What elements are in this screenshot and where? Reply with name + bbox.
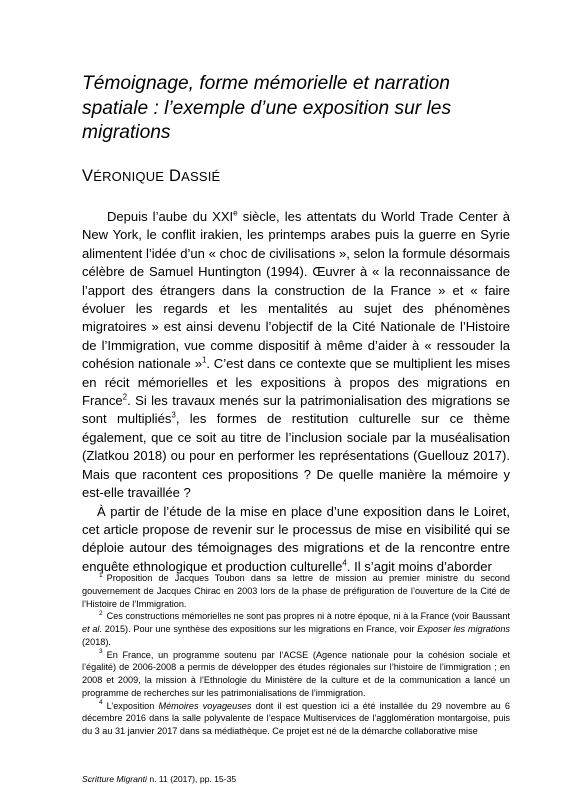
article-title: Témoignage, forme mémorielle et narration spatiale : l’exemple d’une exposition sur les migrations — [82, 73, 452, 143]
citation: n. 11 (2017), pp. 15-35 — [146, 774, 237, 784]
superscript: 1 — [201, 355, 207, 365]
footnote-number: 4 — [99, 699, 103, 707]
italic-text: Mémoires voyageuses — [158, 700, 252, 711]
footnote-number: 3 — [99, 648, 103, 656]
footnote-text: Proposition de Jacques Toubon dans sa lettre de mission au premier ministre du second gouvernement de Jacques Chirac en 2003 lors de la phase de préfiguration de l’ouverture de la Cité de l’Histoire de l’Immigration. — [82, 573, 510, 609]
italic-text: Exposer les migrations — [417, 624, 510, 634]
superscript: 4 — [342, 558, 347, 568]
footnote-text: L’exposition Mémoires voyageuses dont il est question ici a été installée du 29 novembre au 6 décembre 2016 dans la salle polyvalente de l’espace Multiservices de l’agglomération montargoise, puis du 3 au 31 janvier 2017 dans sa médiathèque. Ce projet est né de la démarche collaborative mise — [82, 700, 510, 736]
footnote — [82, 649, 510, 700]
footnote — [82, 572, 510, 610]
italic-text: et al. — [82, 624, 102, 634]
page-footer — [82, 774, 236, 784]
footnote-text: En France, un programme soutenu par l’ACSE (Agence nationale pour la cohésion sociale et l’égalité) de 2006-2008 a permis de développer des études régionales sur l’histoire de l’immigration ; en 2008 et 2009, la mission à l’Ethnologie du Ministère de la culture et de la communication a lancé un programme de recherches sur les patrimonialisations de l’immigration. — [82, 649, 510, 698]
paragraph: À partir de l’étude de la mise en place d’une exposition dans le Loiret, cet article propose de revenir sur le processus de mise en visibilité qui se déploie autour des témoignages des migrations et de la rencontre entre enquête ethnologique et production culturelle$^4$. Il s’agit moins d’aborder — [82, 503, 510, 574]
journal-name: Scritture Migranti — [82, 774, 147, 784]
author-name — [82, 167, 220, 186]
footnotes — [82, 572, 510, 738]
footnote-number: 2 — [99, 610, 103, 618]
footnote-number: 1 — [99, 571, 103, 579]
footnote — [82, 700, 510, 738]
superscript: 3 — [171, 411, 176, 421]
superscript: 2 — [122, 392, 128, 402]
paragraph: Depuis l’aube du XXIe siècle, les attentats du World Trade Center à New York, le conflit irakien, les printemps arabes puis la guerre en Syrie alimentent l’idée d’un « choc de civilisations », selon la formule désormais célèbre de Samuel Huntington (1994). Œuvrer à « la reconnaissance de l’apport des étrangers dans la construction de la France » et « faire évoluer les regards et les mentalités au sujet des phénomènes migratoires » est ainsi devenu l’objectif de la Cité Nationale de l’Histoire de l’Immigration, vue comme dispositif à même d’aider à « ressouder la cohésion nationale »$^1$. C’est dans ce contexte que se multiplient les mises en récit mémorielles et les expositions à propos des migrations en France$^2$. Si les travaux menés sur la patrimonialisation des migrations se sont multipliés$^3$, les formes de restitution culturelle sur ce thème également, que ce soit au titre de l’inclusion sociale par la muséalisation (Zlatkou 2018) ou pour en performer les représentations (Guellouz 2017). Mais que racontent ces propositions ? De quelle manière la mémoire y est-elle travaillée ? — [82, 208, 510, 501]
author-last-initial: D — [168, 167, 182, 185]
body-text — [82, 208, 510, 576]
author-first-rest: ÉRONIQUE — [93, 169, 165, 184]
superscript: e — [233, 208, 238, 218]
author-last-rest: ASSIÉ — [181, 169, 221, 184]
footnote-text: Ces constructions mémorielles ne sont pas propres ni à notre époque, ni à la France (voir Baussant et al. 2015). Pour une synthèse des expositions sur les migrations en France, voir Exposer les migrations (2018). — [82, 611, 510, 647]
author-first-initial: V — [82, 167, 94, 185]
footnote — [82, 610, 510, 648]
